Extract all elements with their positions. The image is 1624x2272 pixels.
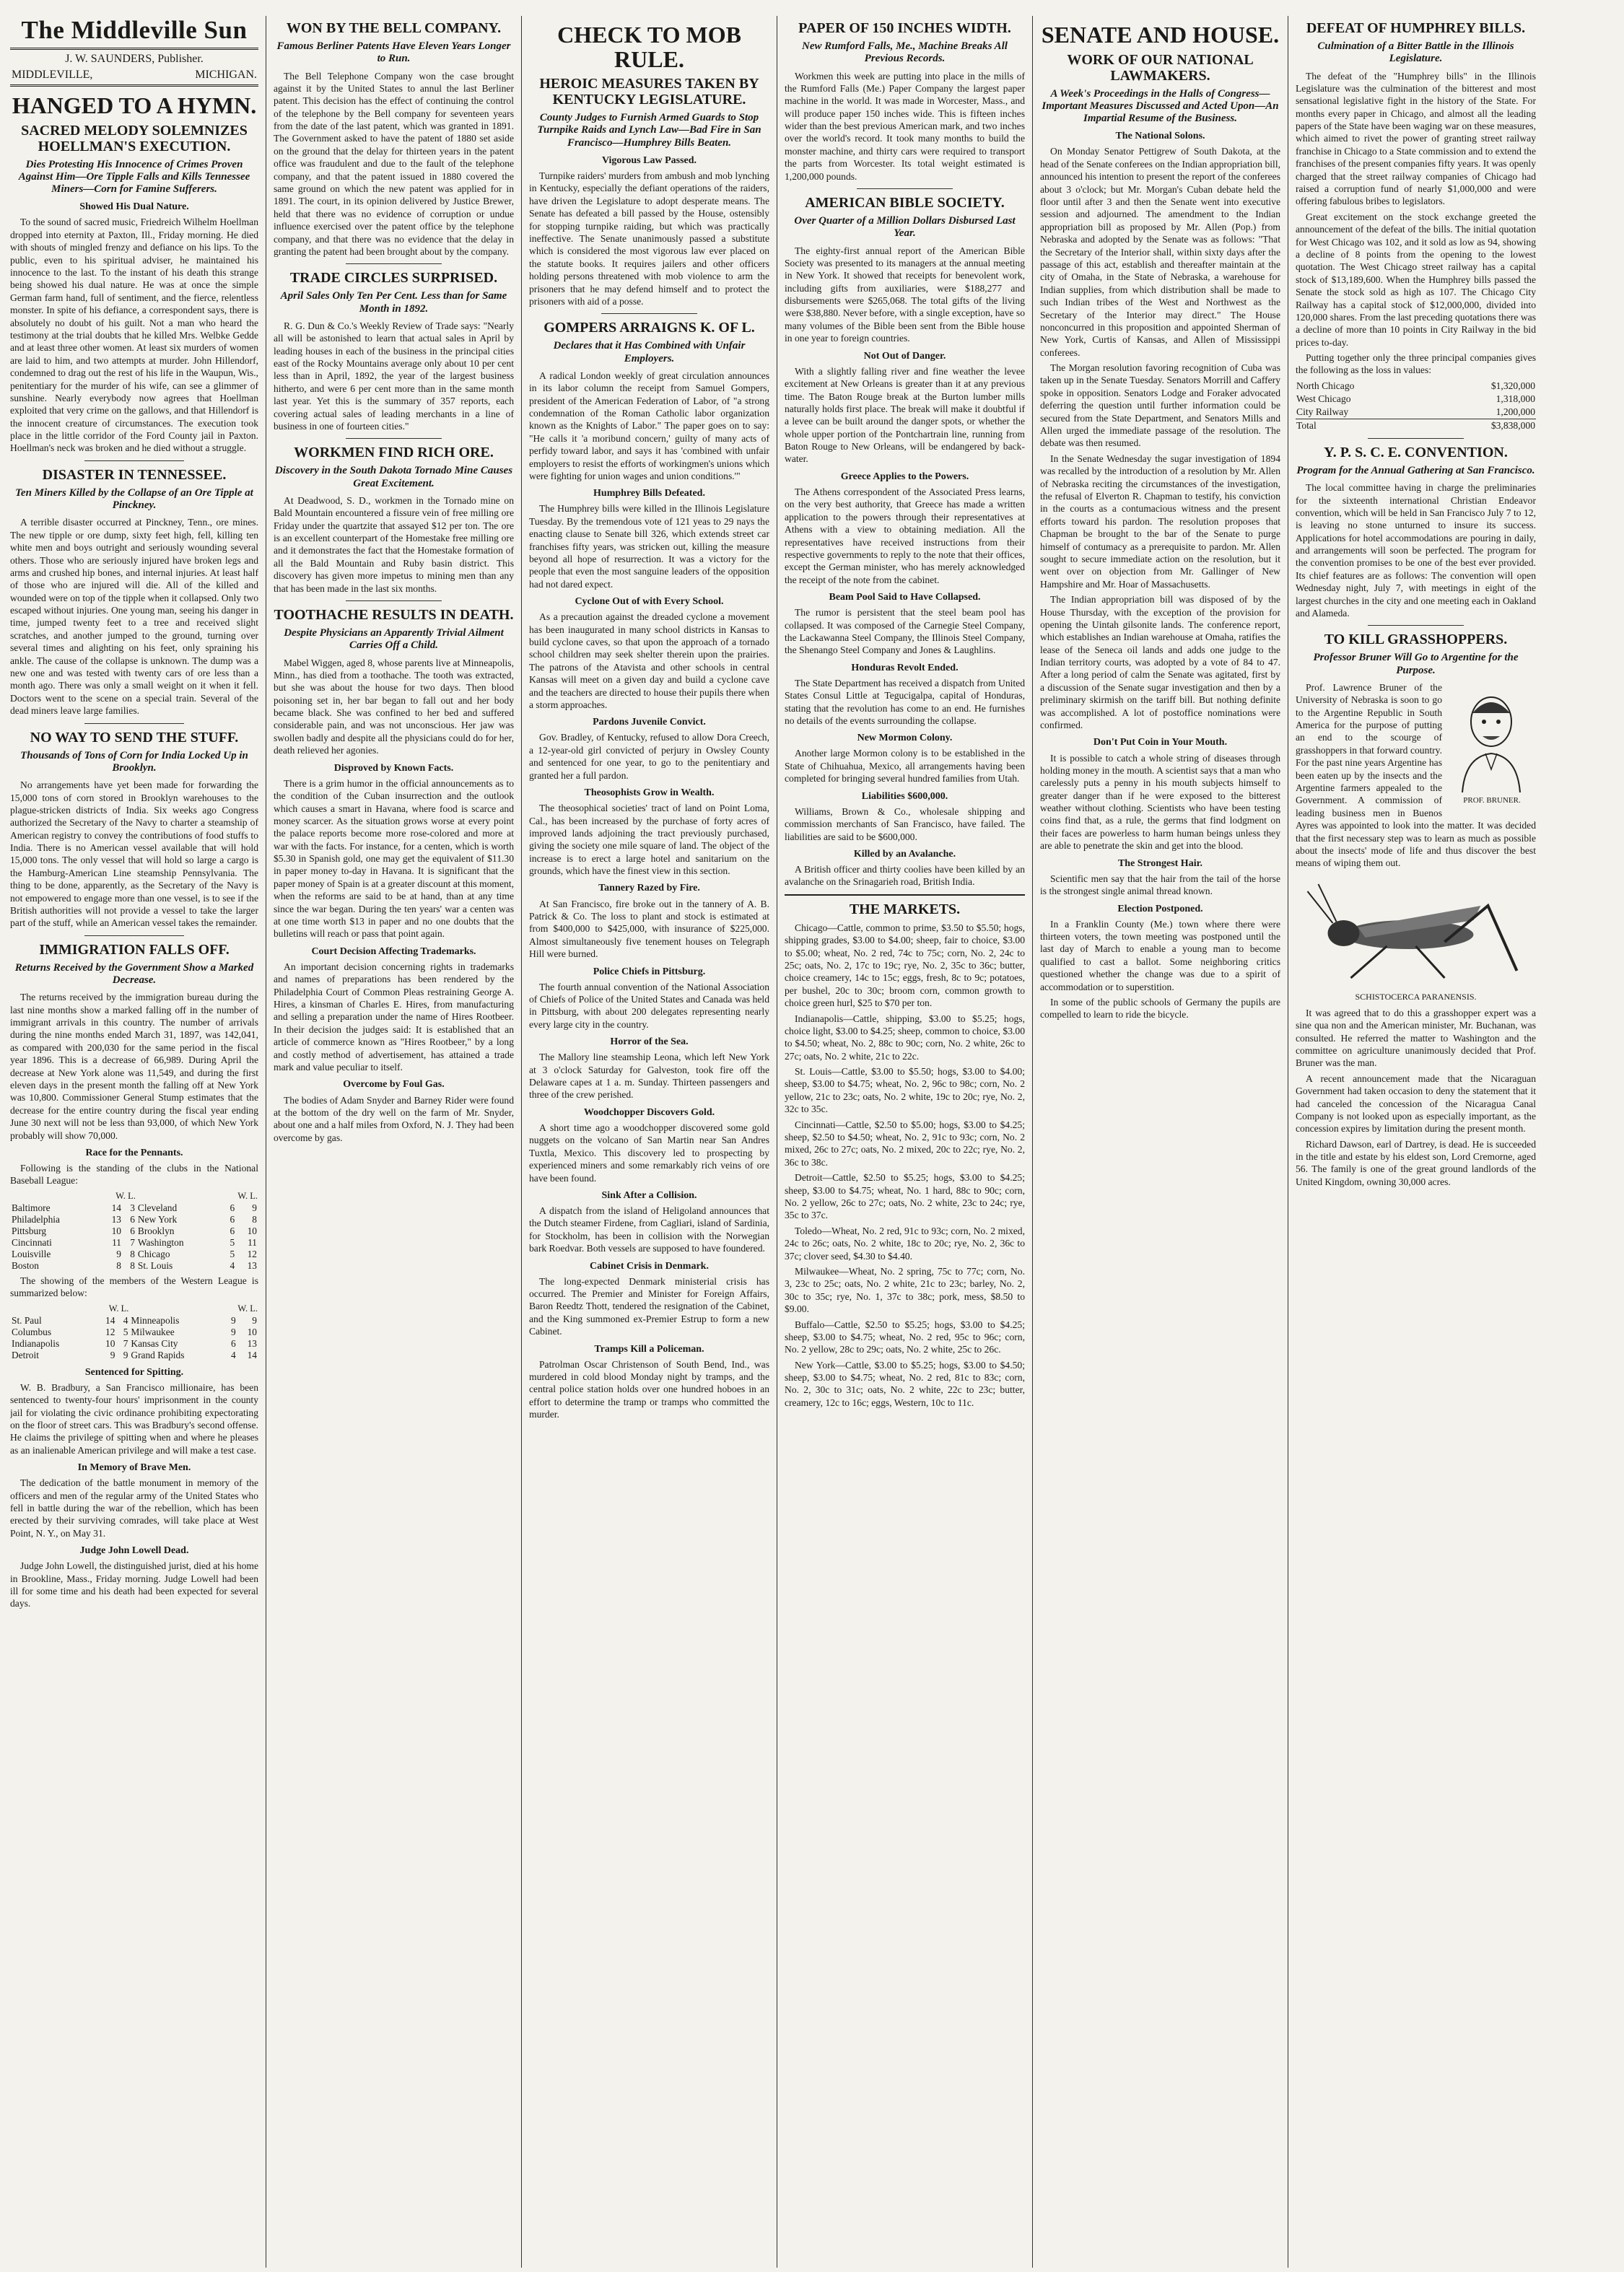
section-head: Tramps Kill a Policeman. (594, 1343, 704, 1355)
deck: Declares that it Has Combined with Unfair Employers. (553, 340, 746, 364)
section-head: Beam Pool Said to Have Collapsed. (829, 592, 981, 603)
deck: Dies Protesting His Innocence of Crimes Proven Against Him—Ore Tipple Falls and Kills Tennessee Miners—Corn for Famine Sufferers. (18, 158, 250, 196)
losses: 9 (123, 1349, 128, 1360)
wins: 12 (105, 1326, 115, 1337)
article-text: Mabel Wiggen, aged 8, whose parents live at Minneapolis, Minn., has died from a toothache. The tooth was extracted, but she was about the house for two days. Then blood poisoning set in, her bar began to fall out and her body became black. She was confined to her bed and suffered considerable pain, and was not unconscious. Her jaw was swollen badly and despite all the physicians could do for her, death relieved her agonies. (274, 657, 514, 756)
headline: CHECK TO MOB RULE. (557, 22, 741, 72)
deck: Discovery in the South Dakota Tornado Mine Causes Great Excitement. (274, 465, 513, 489)
article-text: It is possible to catch a whole string of diseases through holding money in the mouth. A scientist says that a man who carelessly puts a penny in his mouth subjects himself to greater danger than if he were exposed to the bitterest weather without clothing. Scientists who have been testing coins find that, as a rule, the germs that find lodgment on their faces are powerless to harm human beings unless they are able to penetrate the skin and get into the blood. (1040, 752, 1280, 852)
section-head: Judge John Lowell Dead. (79, 1545, 189, 1557)
team-name: Boston (12, 1259, 39, 1271)
nl-header: W. L. (237, 1190, 258, 1201)
column-2 (266, 16, 521, 2268)
losses: 5 (123, 1326, 128, 1337)
article-text: R. G. Dun & Co.'s Weekly Review of Trade says: "Nearly all will be astonished to learn that actual sales in April by leading houses in each of the business in the principal cities east of the Rocky Mountains average only about 10 per cent less than in April, 1892, the year of the largest business hitherto, and were 6 per cent more than in the same month last year. Yet this is the summary of 357 reports, each covering actual sales of leading merchants in a line of business in one of fourteen cities." (274, 320, 514, 432)
section-head: Humphrey Bills Defeated. (593, 488, 705, 499)
article-text: The Humphrey bills were killed in the Illinois Legislature Tuesday. By the tremendous vote of 121 yeas to 29 nays the enacting clause to Senate bill 326, which extends street car franchises fifty years, was stricken out, killing the measure beyond all hope of resurrection. It was a victory for the people that even the most sanguine leaders of the opposition had not dared expect. (529, 503, 769, 590)
article-text: In a Franklin County (Me.) town where there were thirteen voters, the town meeting was postponed until the last day of March to enable a young man to become qualified to cast a ballot. Some neighboring critics questioned whether the change was due to a spirit of accommodation or to superstition. (1040, 918, 1280, 992)
section-head: Theosophists Grow in Wealth. (584, 787, 715, 799)
article-text: The local committee having in charge the preliminaries for the sixteenth international Christian Endeavor convention, which will be held in San Francisco July 7 to 12, is leaving no stone unturned to insure its success. Applications for hotel accommodations are pouring in daily, and arrangements will soon be perfected. The program for the convention promises to be one of the best ever provided. Its chief features are as follows: The convention will open Wednesday night, July 7, with meetings in eight of the largest churches in the city and one meeting each in Oakland and Alameda. (1296, 482, 1536, 619)
article-text: Putting together only the three principal companies gives the following as the loss in values: (1296, 352, 1536, 376)
portrait-image (1448, 684, 1534, 792)
section-head: Sink After a Collision. (601, 1189, 697, 1201)
section-head: Honduras Revolt Ended. (851, 662, 959, 673)
article-text: Another large Mormon colony is to be established in the State of Chihuahua, Mexico, all arrangements having been completed for bringing several hundred families from Utah. (785, 748, 1025, 785)
wl-header: W. L. (108, 1303, 129, 1314)
article-text: The theosophical societies' tract of land on Point Loma, Cal., has been increased by the purchase of forty acres of improved lands adjoining the tract previously purchased, giving the society one mile square of land. The object of the increase is to erect a large hotel and sanitarium on the grounds, which have the finest view in this section. (529, 803, 769, 877)
headline: HANGED TO A HYMN. (12, 92, 257, 118)
headline: TOOTHACHE RESULTS IN DEATH. (274, 607, 514, 623)
team-name: Washington (137, 1236, 184, 1248)
masthead-town: MIDDLEVILLE, (12, 69, 93, 81)
section-head: Disproved by Known Facts. (333, 762, 454, 774)
deck: County Judges to Furnish Armed Guards to Stop Turnpike Raids and Lynch Law—Bad Fire in San Francisco—Humphrey Bills Beaten. (537, 112, 761, 149)
article-text: A terrible disaster occurred at Pinckney, Tenn., ore mines. The new tipple or ore dump, sixty feet high, fell, killing ten white men and boys outright and seriously wounding several others. Those who are seriously injured have broken legs and arms and crushed hip bones, and internal injuries. At least half of those who are injured will die. All of the killed and wounded were on top of the tipple when it collapsed. Only two escaped without injuries. One young man, seeing his danger in time, jumped twenty feet to a tree and received slight scratches, and another jumped to the ground, turning over several times and alighting on his feet, only spraining his ankle. The cause of the collapse is unknown. The dump was a new one and was tested with twenty cars of ore less than a month ago. There was only a small weight on it when it fell. Doctors went to the scene on a special train. Several of the dead miners leave large families. (10, 517, 258, 717)
section-head: New Mormon Colony. (857, 733, 953, 744)
market-report: St. Louis—Cattle, $3.00 to $5.50; hogs, $3.00 to $4.00; sheep, $3.00 to $4.75; wheat, No. 2, 96c to 98c; corn, No. 2 yellow, 21c to 23c; oats, No. 2 white, 19c to 20c; rye, No. 2, 32c to 35c. (785, 1066, 1025, 1115)
losses: 3 (130, 1202, 135, 1213)
wins: 14 (105, 1314, 115, 1326)
article-text: The State Department has received a dispatch from United States Consul Little at Tegucigalpa, capital of Honduras, stating that the revolution has come to an end. He furnishes no details of the events surrounding the collapse. (785, 677, 1025, 726)
team-name: Milwaukee (131, 1326, 175, 1337)
headline: TO KILL GRASSHOPPERS. (1324, 632, 1508, 648)
section-head: Not Out of Danger. (863, 350, 946, 362)
standings-row (10, 1327, 258, 1338)
losses: 14 (247, 1349, 257, 1360)
article-text: Scientific men say that the hair from the tail of the horse is the strongest single animal thread known. (1040, 873, 1280, 897)
team-name: Chicago (137, 1248, 170, 1259)
section-head: Don't Put Coin in Your Mouth. (1093, 737, 1228, 748)
deck: Culmination of a Bitter Battle in the Illinois Legislature. (1317, 40, 1514, 65)
wins: 6 (230, 1225, 235, 1236)
wins: 4 (230, 1259, 235, 1271)
section-head: The Strongest Hair. (1117, 857, 1203, 869)
article-text: Williams, Brown & Co., wholesale shipping and commission merchants of San Francisco, have failed. The liabilities are said to be $600,000. (785, 805, 1025, 842)
article-text: A British officer and thirty coolies have been killed by an avalanche on the Srinagarieh road, British India. (785, 864, 1025, 888)
wins: 6 (230, 1213, 235, 1225)
wins: 11 (112, 1236, 121, 1248)
team-name: Columbus (12, 1326, 52, 1337)
headline: WORKMEN FIND RICH ORE. (294, 445, 494, 461)
loss-value: 1,318,000 (1496, 393, 1535, 404)
wins: 10 (105, 1337, 115, 1349)
article-text: The rumor is persistent that the steel beam pool has collapsed. It was composed of the Carnegie Steel Company, the Lackawanna Steel Company, the Illinois Steel Company, the Shenango Steel Company and Jones & Laughlins. (785, 607, 1025, 656)
wl-standings (10, 1303, 258, 1361)
team-name: Cleveland (137, 1202, 178, 1213)
headline: PAPER OF 150 INCHES WIDTH. (798, 20, 1011, 36)
markets-list (785, 922, 1025, 1409)
section-head: Horror of the Sea. (610, 1036, 689, 1048)
team-name: Kansas City (131, 1337, 178, 1349)
market-report: Indianapolis—Cattle, shipping, $3.00 to $5.25; hogs, choice light, $3.00 to $4.25; sheep, common to choice, $3.00 to $4.50; wheat, No. 2, 88c to 90c; corn, No. 2 white, 26c to 27c; oats, No. 2 white, 21c to 22c. (785, 1013, 1025, 1062)
deck: Despite Physicians an Apparently Trivial Ailment Carries Off a Child. (284, 627, 504, 652)
team-name: Indianapolis (12, 1337, 60, 1349)
column-5 (1032, 16, 1288, 2268)
headline: THE MARKETS. (849, 901, 961, 917)
column-1 (10, 16, 266, 2268)
article-text: With a slightly falling river and fine weather the levee excitement at New Orleans is greater than it at any previous time. The Baton Rouge break at the Burton lumber mills naturally holds first place. The break will make it doubtful if a levee can be built around the danger spots, or whether the whole upper portion of the Pontchartrain line, running from Baton Rouge to New Orleans, will be endangered by back-water. (785, 365, 1025, 465)
losses: 12 (247, 1248, 257, 1259)
headline: SENATE AND HOUSE. (1041, 22, 1280, 48)
losses: 13 (247, 1337, 257, 1349)
company-name: West Chicago (1296, 393, 1351, 404)
article-text: Richard Dawson, earl of Dartrey, is dead. He is succeeded in the title and estate by his eldest son, Lord Cremorne, aged 56. The family is one of the great ground landlords of the United Kingdom, owning 30,000 acres. (1296, 1138, 1536, 1187)
wins: 8 (116, 1259, 121, 1271)
article-text: The fourth annual convention of the National Association of Chiefs of Police of the United States and Canada was held in Pittsburg, with about 200 delegates representing nearly every large city in the country. (529, 981, 769, 1030)
article-text: A recent announcement made that the Nicaraguan Government had taken occasion to deny the statement that it had canceled the concession of the Nicaragua Canal Company is not looked upon as especially important, as the concession expires by limitation during the present month. (1296, 1072, 1536, 1135)
team-name: Cincinnati (12, 1236, 52, 1248)
wins: 14 (111, 1202, 121, 1213)
section-head: Sentenced for Spitting. (84, 1366, 184, 1378)
standings-row (10, 1338, 258, 1350)
article-text: The Bell Telephone Company won the case brought against it by the United States to annul the last Berliner patent. This decision has the effect of continuing the control of the telephone by the Bell company for seventeen years from the date of the last patent, which was granted in 1891. The Government asked to have the patent of 1880 set aside on the ground that the delay for thirteen years in the patent office was fraudulent and due to the fault of the telephone company, and that the patent issued in 1880 covered the same ground on which the new patent was applied for in 1891. The court, in its opinion delivered by Justice Brewer, held that there was no evidence of corruption or undue influence exercised over the patent office by the telephone company, and that there was no evidence that the delay in granting the patent had been brought about by the company. (274, 70, 514, 257)
section-head: Pardons Juvenile Convict. (593, 717, 706, 728)
deck: New Rumford Falls, Me., Machine Breaks All Previous Records. (802, 40, 1008, 65)
wins: 9 (230, 1326, 236, 1337)
article-text: Great excitement on the stock exchange greeted the announcement of the defeat of the bills. The initial quotation for West Chicago was 102, and it sold as low as 94, showing a decline of 8 points from the opening to the lowest quotation. The West Chicago street railway has a capital stock of $13,189,600. When the Humphrey bills passed the Senate the stock sold as high as 107. The Chicago City Railway has a capital stock of $12,000,000, divided into 120,000 shares. From the last preceding quotations there was a decline of more than 10 points in City Railway in the bid prices to-day. (1296, 211, 1536, 348)
market-report: Detroit—Cattle, $2.50 to $5.25; hogs, $3.00 to $4.25; sheep, $3.00 to $4.75; wheat, No. 1 hard, 88c to 90c; corn, No. 2 yellow, 26c to 27c; oats, No. 2 white, 23c to 24c; rye, 35c to 37c. (785, 1172, 1025, 1221)
losses: 13 (247, 1259, 257, 1271)
team-name: St. Louis (137, 1259, 173, 1271)
article-text: Turnpike raiders' murders from ambush and mob lynching in Kentucky, especially the defiant operations of the raiders, have driven the Legislature to adopt desperate means. The Senate has defeated a bill passed by the House, ostensibly for stopping turnpike raiding, but which was practically ineffective. The Senate unanimously passed a substitute which is considered the most vigorous law ever placed on the statute books. It requires jailers and other officers holding persons threatened with mob violence to arm the prisoners that he may defend himself and to protect the prisoners with aid of a posse. (529, 170, 769, 307)
headline: IMMIGRATION FALLS OFF. (39, 941, 230, 958)
headline: DEFEAT OF HUMPHREY BILLS. (1306, 20, 1526, 36)
section-head: Race for the Pennants. (85, 1147, 183, 1158)
article-text: The Mallory line steamship Leona, which left New York at 3 o'clock Saturday for Galveston, took fire off the Delaware capes at 1 a. m. Sunday. Thirteen passengers and three of the crew perished. (529, 1052, 769, 1101)
loss-row (1296, 393, 1536, 406)
losses: 9 (252, 1202, 257, 1213)
deck: Thousands of Tons of Corn for India Locked Up in Brooklyn. (20, 749, 248, 774)
article-text: The defeat of the "Humphrey bills" in the Illinois Legislature was the culmination of the bitterest and most sensational legislative fight in the history of the State. For months every paper in Chicago, and almost all the leading papers of the State have been waging war on these measures, which aimed to rivet the power of granting street railway franchise in Chicago to a State commission and to extend the franchises of the present companies fifty years. It was openly charged that the street railway companies of Chicago had raised a corruption fund of nearly $1,000,000 and were offering fabulous bribes to legislators. (1296, 70, 1536, 207)
article-text: A short time ago a woodchopper discovered some gold nuggets on the volcano of San Martin near San Andres Tuxtla, Mexico. This discovery led to prospecting by experienced miners and some remarkably rich veins of ore have been found. (529, 1122, 769, 1184)
article-text: The eighty-first annual report of the American Bible Society was presented to its managers at the annual meeting in New York. It showed that receipts for benevolent work, including gifts from auxiliaries, were $188,277 and disbursements were $265,068. The total gifts of the living were $38,880. Never before, with a single exception, have so many volumes of the Bible been sent from the Bible house in one year to foreign countries. (785, 245, 1025, 344)
market-report: Cincinnati—Cattle, $2.50 to $5.00; hogs, $3.00 to $4.25; sheep, $2.50 to $4.50; wheat, No. 2, 91c to 93c; corn, No. 2 mixed, 26c to 27c; oats, No. 2 mixed, 20c to 22c; rye, No. 2, 36c to 38c. (785, 1119, 1025, 1168)
portrait-block (1448, 684, 1536, 805)
headline: DISASTER IN TENNESSEE. (42, 466, 227, 483)
article-text: Judge John Lowell, the distinguished jurist, died at his home in Brookline, Mass., Friday morning. Judge Lowell had been ill for some time and his death had been expected for several days. (10, 1560, 258, 1609)
section-head: The National Solons. (1115, 131, 1205, 142)
section-head: Cabinet Crisis in Denmark. (590, 1260, 709, 1272)
deck: Famous Berliner Patents Have Eleven Years Longer to Run. (276, 40, 511, 65)
masthead-state: MICHIGAN. (195, 69, 257, 81)
grasshopper-illustration (1296, 877, 1536, 985)
article-text: Prof. Lawrence Bruner of the University of Nebraska is soon to go to the Argentine Republic in South America for the purpose of putting an end to the scourge of grasshoppers in that forward country. For the past nine years Argentine has been eaten up by the insects and the Argentine farmers appealed to the Government. A commission of leading business men in Buenos Ayres was appointed to look into the matter. It was decided that the first necessary step was to learn as much as possible about the insects' mode of life and thus discover the best means of wiping them out. (1296, 681, 1536, 869)
article-text: An important decision concerning rights in trademarks and names of preparations has been rendered by the Philadelphia Court of Common Pleas restraining George A. Hires, a kinsman of Charles E. Hires, from manufacturing and selling a preparation under the name of Hires Rootbeer. In their decision the judges said: It is established that an article of commerce known as "Hires Rootbeer," by a long and costly method of advertisement, has attained a trade mark and value peculiar to itself. (274, 961, 514, 1073)
loss-total-value: $3,838,000 (1490, 419, 1535, 431)
article-text: On Monday Senator Pettigrew of South Dakota, at the head of the Senate conferees on the Indian appropriation bill, announced his intention to present the report of the conferees about 3 o'clock; but Mr. Morgan's Cuban debate held the floor until after 3 and then the Senate went into executive session and adjourned. The amendment to the Indian appropriation bill as proposed by Mr. Allen (Pop.) from Nebraska and adopted by the Senate was as follows: "That the Secretary of the Interior shall, within sixty days after the passage of this act, establish and thereafter maintain at the city of Omaha, in the State of Nebraska, a warehouse for Indian supplies, from which distribution shall be made to such Indian tribes of the West and Northwest as the Secretary of the Interior may direct." The House nonconcurred in this proposition and appointed Sherman of New York, Curtis of Kansas, and Allen of Mississippi conferees. (1040, 146, 1280, 358)
loss-total-label: Total (1296, 419, 1317, 431)
masthead-publisher: J. W. SAUNDERS, Publisher. (65, 53, 204, 65)
wins: 9 (110, 1349, 115, 1360)
masthead-place (10, 66, 258, 87)
article-text: To the sound of sacred music, Friedreich Wilhelm Hoellman dropped into eternity at Paxton, Ill., Friday morning. He died with shouts of mingled frenzy and defiance on his lips. To the public, even to his spiritual adviser, he maintained his innocence to the last. To the instant of his death this strange being showed his dual nature. He was at once the simple German farm hand, full of sentiment, and the fierce, relentless monster. In spite of his defiance, a correspondent says, there is absolutely no doubt of his guilt. Not a man who heard the testimony at the trial doubts that he killed Mrs. Welbke Gedde and at least three other women. At least six murders of women are laid to him, and two attempts at murder. John Hillendorf, condemned to drag out the rest of his life in the Waupun, Wis., penitentiary for the murder of his wife, can see a glimmer of sunshine. Nearly everybody now agrees that Hoellman exploited that very crime on the gallows, and that Hillendorf is the innocent creature of circumstances. The execution took place in the little corridor of the Ford County jail in Paxton. Hoellman's neck was broken and he died without a struggle. (10, 217, 258, 454)
headline: NO WAY TO SEND THE STUFF. (30, 729, 239, 746)
market-report: Chicago—Cattle, common to prime, $3.50 to $5.50; hogs, shipping grades, $3.00 to $4.00; sheep, fair to choice, $3.00 to $5.00; wheat, No. 2 red, 74c to 75c; corn, No. 2, 24c to 25c; oats, No. 2, 17c to 19c; rye, No. 2, 35c to 36c; butter, choice creamery, 14c to 15c; eggs, fresh, 8c to 9c; potatoes, per bushel, 20c to 30c; broom corn, common growth to choice green hurl, $25 to $70 per ton. (785, 922, 1025, 1009)
losses: 7 (123, 1337, 128, 1349)
team-name: St. Paul (12, 1314, 42, 1326)
market-report: Toledo—Wheat, No. 2 red, 91c to 93c; corn, No. 2 mixed, 24c to 26c; oats, No. 2 white, 18c to 20c; rye, No. 2, 36c to 37c; clover seed, $4.30 to $4.40. (785, 1225, 1025, 1262)
standings-row (10, 1315, 258, 1327)
wins: 6 (230, 1337, 236, 1349)
section-head: Woodchopper Discovers Gold. (583, 1106, 715, 1118)
team-name: Louisville (12, 1248, 51, 1259)
losses: 6 (130, 1213, 135, 1225)
article-text: A radical London weekly of great circulation announces in its labor column the receipt from Samuel Gompers, president of the American Federation of Labor, of "a strong condemnation of the Roman Catholic labor organization known as the Knights of Labor." The paper goes on to say: "He calls it 'a moribund concern,' guilty of many acts of perfidy toward labor, and says it has 'combined with unfair employers to resist the efforts of workingmen's unions which were fighting for union wages and union conditions.'" (529, 370, 769, 481)
standings-row (10, 1225, 258, 1237)
article-text: The dedication of the battle monument in memory of the officers and men of the regular army of the United States who fell in battle during the war of the rebellion, which has been erected by their surviving comrades, will take place at West Point, N. Y., on May 31. (10, 1477, 258, 1539)
losses: 10 (247, 1225, 257, 1236)
standings-row (10, 1202, 258, 1214)
company-name: North Chicago (1296, 380, 1355, 391)
wins: 5 (230, 1236, 235, 1248)
headline: WON BY THE BELL COMPANY. (286, 20, 502, 36)
team-name: Baltimore (12, 1202, 51, 1213)
wins: 6 (230, 1202, 235, 1213)
section-head: Showed His Dual Nature. (79, 201, 189, 213)
wins: 9 (230, 1314, 236, 1326)
market-report: Buffalo—Cattle, $2.50 to $5.25; hogs, $3.00 to $4.25; sheep, $3.00 to $4.75; wheat, No. 2 red, 95c to 96c; corn, No. 2 yellow, 28c to 29c; oats, No. 2 white, 25c to 26c. (785, 1319, 1025, 1355)
article-text: The Athens correspondent of the Associated Press learns, on the very best authority, that Greece has made a written application to the powers through their representatives at Athens with a view to obtaining mediation. All the representatives have received instructions from their respective governments to reply to the note that their offices, except the German minister, who has merely acknowledged the receipt of the note from the cabinet. (785, 486, 1025, 585)
team-name: Philadelphia (12, 1213, 60, 1225)
section-head: Court Decision Affecting Trademarks. (311, 945, 476, 957)
team-name: Minneapolis (131, 1314, 180, 1326)
deck: A Week's Proceedings in the Halls of Congress—Important Measures Discussed and Acted Upon—An Impartial Resume of the Business. (1042, 87, 1279, 125)
deck: April Sales Only Ten Per Cent. Less than for Same Month in 1892. (280, 290, 507, 315)
loss-table (1296, 380, 1536, 432)
headline: TRADE CIRCLES SURPRISED. (289, 270, 498, 287)
article-text: Following is the standing of the clubs in the National Baseball League: (10, 1163, 258, 1187)
headline: GOMPERS ARRAIGNS K. OF L. (543, 320, 755, 336)
article-text: The Morgan resolution favoring recognition of Cuba was taken up in the Senate Tuesday. Senators Morrill and Caffery spoke in opposition. Senators Lodge and Foraker advocated deferring the question until further information could be secured from the State Department, and Senators Mills and Allen urged the immediate passage of the resolution. The debate was then resumed. (1040, 362, 1280, 449)
article-text: As a precaution against the dreaded cyclone a movement has been inaugurated in many school districts in Kansas to build cyclone caves, so that upon the approach of a tornado school children may seek shelter therein upon the prairies. The patrons of the Atavista and other schools in central Kansas will meet on a given day and build a cyclone cave and the teachers are directed to house their pupils there when a storm approaches. (529, 611, 769, 710)
loss-value: 1,200,000 (1496, 406, 1535, 417)
section-head: Vigorous Law Passed. (601, 154, 697, 166)
losses: 9 (252, 1314, 257, 1326)
article-text: In some of the public schools of Germany the pupils are compelled to learn to ride the bicycle. (1040, 996, 1280, 1021)
section-head: Tannery Razed by Fire. (598, 883, 700, 894)
article-text: In the Senate Wednesday the sugar investigation of 1894 was recalled by the introduction of a resolution by Mr. Allen of Nebraska reciting the circumstances of the investigation, the refusal of Elverton R. Chapman to testify, his conviction in the courts as a contumacious witness and the present efforts toward his pardon. The resolution proposes that Chapman be brought to the bar of the Senate to purge himself of contumacy as a prerequisite to pardon. Mr. Allen sought to secure immediate action on the resolution, but it went over on objection from Mr. Gallinger of New Hampshire and Mr. Hoar of Massachusetts. (1040, 453, 1280, 590)
column-3 (521, 16, 777, 2268)
losses: 4 (123, 1314, 128, 1326)
article-text: No arrangements have yet been made for forwarding the 15,000 tons of corn stored in Brooklyn warehouses to the plague-stricken districts of India. Six weeks ago Congress authorized the Secretary of the Navy to charter a steamship of American registry to convey the contributions of food stuffs to India. There is no American vessel available that will hold 15,000 tons. The only vessel that will hold so large a cargo is the Hamburg-American Line steamship Pennsylvania. The thing to be done, apparently, as the Secretary of the Navy is not empowered to engage more than one vessel, is to see if the British authorities will not provide a vessel to take the larger part of the stuff, while an American vessel takes the remainder. (10, 779, 258, 929)
section-head: Greece Applies to the Powers. (840, 471, 969, 482)
team-name: New York (137, 1213, 178, 1225)
deck: Over Quarter of a Million Dollars Disbursed Last Year. (794, 215, 1016, 240)
column-4 (777, 16, 1032, 2268)
article-text: The Indian appropriation bill was disposed of by the House Thursday, with the exception of the provision for opening the Uintah gilsonite lands. The conference report, which establishes an Indian warehouse at Omaha, ratifies the lease of the Seneca oil lands and adds one judge to the Indian territory courts, was adopted by a vote of 84 to 47. After a long period of calm the Senate was agitated, first by a discussion of the Senate sugar investigation and then by a preliminary skirmish on the tariff bill. But nothing definite was accomplished. A lot of postoffice nominations were confirmed. (1040, 594, 1280, 731)
article-text: At Deadwood, S. D., workmen in the Tornado mine on Bald Mountain encountered a fissure vein of free milling ore Friday under the quartzite that assayed $12 per ton. The ore is an excellent counterpart of the Homestake free milling ore and it demonstrates the fact that the Homestake formation of all the Bald Mountain and Ruby basin district. This discovery has given more impetus to mining men than any that has been made in the last six months. (274, 494, 514, 594)
team-name: Detroit (12, 1349, 39, 1360)
deck: Professor Bruner Will Go to Argentine for the Purpose. (1313, 652, 1519, 676)
standings-row (10, 1214, 258, 1225)
section-head: Police Chiefs in Pittsburg. (593, 966, 706, 977)
standings-row (10, 1350, 258, 1361)
wins: 9 (116, 1248, 121, 1259)
article-text: Patrolman Oscar Christenson of South Bend, Ind., was murdered in cold blood Monday night by tramps, and the central police station holds over one hundred hoboes in an effort to determine the tramp or tramps who committed the murder. (529, 1358, 769, 1420)
loss-row (1296, 380, 1536, 393)
team-name: Pittsburg (12, 1225, 47, 1236)
illustration-caption: SCHISTOCERCA PARANENSIS. (1355, 991, 1477, 1002)
losses: 11 (248, 1236, 257, 1248)
article-text: A dispatch from the island of Heligoland announces that the Dutch steamer Firdene, from Cagliari, island of Sardinia, for Stockholm, has been in collision with the Norwegian bark Roedvar. Both vessels are supposed to have foundered. (529, 1205, 769, 1254)
losses: 10 (247, 1326, 257, 1337)
portrait-caption: PROF. BRUNER. (1463, 795, 1521, 805)
subheadline: WORK OF OUR NATIONAL LAWMAKERS. (1067, 51, 1254, 84)
loss-value: $1,320,000 (1490, 380, 1535, 391)
deck: Ten Miners Killed by the Collapse of an Ore Tipple at Pinckney. (15, 486, 253, 512)
article-text: It was agreed that to do this a grasshopper expert was a sine qua non and the American minister, Mr. Buchanan, was consulted. He referred the matter to Washington and the committee on agriculture unanimously decided that Prof. Bruner was the man. (1296, 1007, 1536, 1069)
standings-row (10, 1249, 258, 1260)
article-text: At San Francisco, fire broke out in the tannery of A. B. Patrick & Co. The loss to plant and stock is estimated at from $400,000 to $425,000, with insurance of $225,000. Almost simultaneously five tenement houses on Telegraph Hill were burned. (529, 898, 769, 960)
company-name: City Railway (1296, 406, 1349, 417)
columns (10, 16, 1615, 2268)
section-head: Killed by an Avalanche. (853, 848, 956, 860)
team-name: Brooklyn (137, 1225, 175, 1236)
wins: 13 (111, 1213, 121, 1225)
article-text: The returns received by the immigration bureau during the last nine months show a marked falling off in the number of immigrant arrivals in this country. The number of arrivals during the nine months ended March 31, 1897, was 142,041, as compared with 200,030 for the same period in the fiscal year 1896. This is a decrease of 66,989. During April the decrease at New York alone was 11,549, and during the first eleven days in the present month the falling off at New York was 10,800. Commissioner General Stump estimates that the decrease for the entire country during the fiscal year ending June 30 next will not be less than 93,000, of which New York probably will show 70,000. (10, 992, 258, 1141)
wl-header: W. L. (237, 1303, 258, 1314)
subheadline: SACRED MELODY SOLEMNIZES HOELLMAN'S EXECUTION. (21, 122, 248, 154)
article-text: The bodies of Adam Snyder and Barney Rider were found at the bottom of the dry well on the farm of Mr. Snyder, about one and a half miles from Oxford, N. J. They had been overcome by gas. (274, 1094, 514, 1143)
article-text: There is a grim humor in the official announcements as to the condition of the Cuban insurrection and the outlook which causes a smart in Havana, where food is scarce and money scarcer. As the situation grows worse at every point the palace reports become more rose-colored and more at war with the facts. For instance, for a centen, which is worth $5.30 in Spanish gold, one may get the equivalent of $11.30 in paper money to-day in Havana. It is significant that the paper money of Spain is at a greater discount at this moment, when the reforms are said to be at hand, than at any time since the war began. During the ten years' war a centen was at one time worth $13 in paper and no one doubts that the bulletins will reach or pass that point again. (274, 777, 514, 940)
losses: 8 (130, 1259, 135, 1271)
article-text: Gov. Bradley, of Kentucky, refused to allow Dora Creech, a 12-year-old girl convicted of perjury in Owsley County and sentenced for one year, to go to the penitentiary and granted her a full pardon. (529, 732, 769, 781)
subheadline: HEROIC MEASURES TAKEN BY KENTUCKY LEGISLATURE. (539, 76, 759, 108)
section-head: Election Postponed. (1117, 903, 1203, 914)
section-head: Cyclone Out of with Every School. (575, 596, 724, 608)
wins: 4 (230, 1349, 236, 1360)
market-report: Milwaukee—Wheat, No. 2 spring, 75c to 77c; corn, No. 3, 23c to 25c; oats, No. 2 white, 21c to 23c; barley, No. 2, 30c to 35c; rye, No. 1, 37c to 38c; pork, mess, $8.50 to $9.00. (785, 1265, 1025, 1315)
section-head: In Memory of Brave Men. (77, 1462, 191, 1474)
team-name: Grand Rapids (131, 1349, 185, 1360)
market-report: New York—Cattle, $3.00 to $5.25; hogs, $3.00 to $4.50; sheep, $3.00 to $4.75; wheat, No. 2 red, 81c to 83c; corn, No. 2, 30c to 31c; oats, No. 2 white, 22c to 23c; butter, creamery, 12c to 16c; eggs, Western, 10c to 11c. (785, 1359, 1025, 1408)
loss-row (1296, 406, 1536, 419)
losses: 8 (252, 1213, 257, 1225)
losses: 8 (130, 1248, 135, 1259)
article-text: The showing of the members of the Western League is summarized below: (10, 1275, 258, 1299)
standings-row (10, 1237, 258, 1249)
column-6 (1288, 16, 1543, 2268)
article-text: The long-expected Denmark ministerial crisis has occurred. The Premier and Minister for Foreign Affairs, Baron Reedtz Thott, tendered the resignation of the Cabinet, and the King summoned ex-Premier Estrup to form a new Cabinet. (529, 1275, 769, 1337)
standings-row (10, 1260, 258, 1272)
deck: Returns Received by the Government Show a Marked Decrease. (14, 961, 254, 987)
wins: 10 (111, 1225, 121, 1236)
masthead-name: The Middleville Sun (10, 16, 258, 50)
headline: AMERICAN BIBLE SOCIETY. (805, 195, 1005, 211)
section-head: Liabilities $600,000. (861, 790, 948, 802)
article-text: W. B. Bradbury, a San Francisco millionaire, has been sentenced to twenty-four hours' imprisonment in the county jail for violating the civic ordinance prohibiting expectorating on the floor of street cars. This was Bradbury's second offense. He claims the privilege of spitting when and where he pleases as an inalienable American privilege and will make a test case. (10, 1381, 258, 1456)
nl-header: W. L. (115, 1190, 136, 1201)
section-head: Overcome by Foul Gas. (343, 1079, 445, 1091)
nl-standings (10, 1190, 258, 1272)
deck: Program for the Annual Gathering at San Francisco. (1296, 464, 1535, 476)
losses: 6 (130, 1225, 135, 1236)
article-text: Workmen this week are putting into place in the mills of the Rumford Falls (Me.) Paper Company the largest paper machine in the world. It was made in Worcester, Mass., and will produce paper 150 inches wide. This is fifteen inches wider than the best previous American mark, and two inches over the world's record. It took many months to build the monster machine, and thirty cars were required to transport the parts from Worcester. Its total weight estimated is 1,200,000 pounds. (785, 70, 1025, 182)
headline: Y. P. S. C. E. CONVENTION. (1324, 444, 1508, 460)
wins: 5 (230, 1248, 235, 1259)
losses: 7 (130, 1236, 135, 1248)
